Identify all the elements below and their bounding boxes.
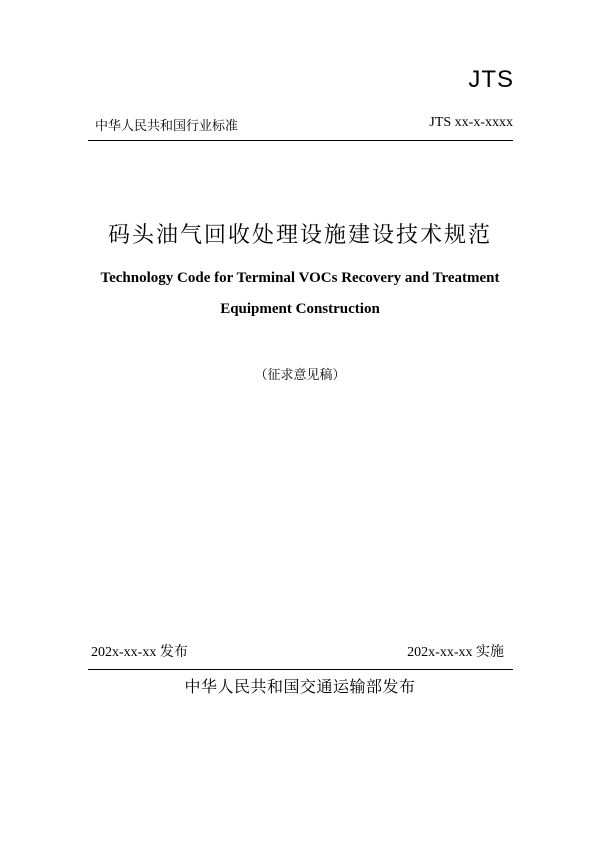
draft-status: （征求意见稿） (254, 368, 346, 383)
publisher: 中华人民共和国交通运输部发布 (184, 677, 416, 696)
english-title-line-2: Equipment Construction (220, 301, 380, 317)
chinese-title: 码头油气回收处理设施建设技术规范 (107, 223, 492, 248)
implementation-date: 202x-xx-xx 实施 (407, 645, 504, 660)
top-divider (88, 140, 513, 141)
issue-date: 202x-xx-xx 发布 (91, 645, 188, 660)
english-title-line-1: Technology Code for Terminal VOCs Recovery and Treatment (100, 270, 500, 286)
standard-category: 中华人民共和国行业标准 (95, 119, 239, 134)
bottom-divider (88, 669, 513, 670)
standard-number: JTS xx-x-xxxx (429, 115, 513, 130)
standard-code-mark: JTS (468, 66, 514, 93)
